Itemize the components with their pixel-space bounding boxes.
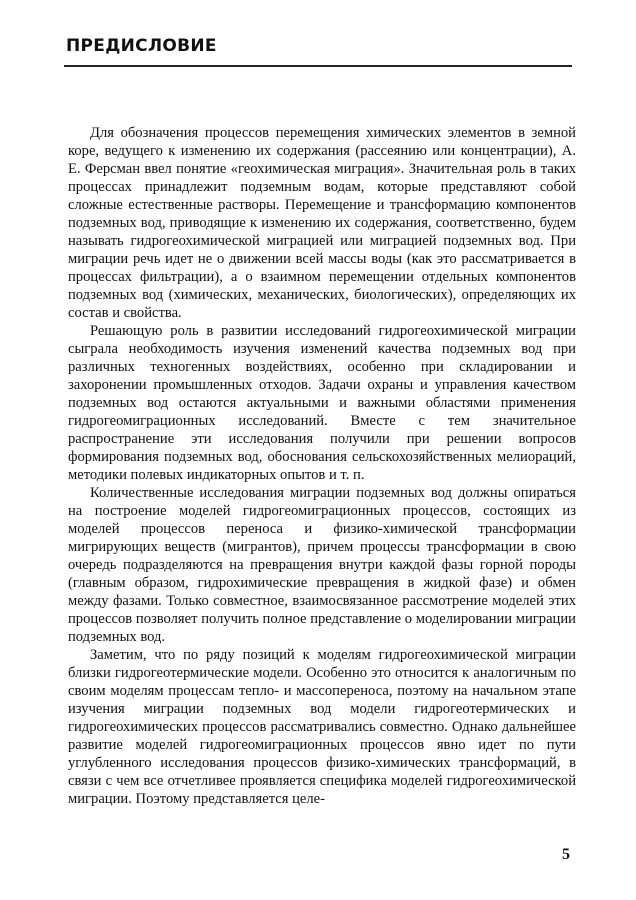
page-title: ПРЕДИСЛОВИЕ bbox=[66, 36, 217, 56]
paragraph-2: Решающую роль в развитии исследований гидрогеохимической миграции сыграла необходимость изучения изменений качества подземных вод при различных техногенных воздействиях, особенно при складировании и захоронении промышленных отходов. Задачи охраны и управления качеством подземных вод остаются актуальными и важными областями применения гидрогеомиграционных исследований. Вместе с тем значительное распространение эти исследования получили при решении вопросов формирования подземных вод, обоснования сельскохозяйственных мелиораций, методики полевых индикаторных опытов и т. п. bbox=[68, 323, 576, 483]
paragraph-3: Количественные исследования миграции подземных вод должны опираться на построение моделей гидрогеомиграционных процессов, состоящих из моделей процессов переноса и физико-химической трансформации мигрирующих веществ (мигрантов), причем процессы трансформации в свою очередь подразделяются на превращения внутри каждой фазы горной породы (главным образом, гидрохимические превращения в жидкой фазе) и обмен между фазами. Только совместное, взаимосвязанное рассмотрение моделей этих процессов позволяет получить полное представление о моделировании миграции подземных вод. bbox=[68, 485, 576, 645]
paragraph-4: Заметим, что по ряду позиций к моделям гидрогеохимической миграции близки гидрогеотермические модели. Особенно это относится к аналогичным по своим моделям процессам тепло- и массопереноса, поэтому на начальном этапе изучения миграции подземных вод модели гидрогеотермических и гидрогеохимических процессов рассматривались совместно. Однако дальнейшее развитие моделей гидрогеомиграционных процессов явно идет по пути углубленного исследования процессов физико-химических трансформаций, в связи с чем все отчетливее проявляется специфика моделей гидрогеохимической миграции. Поэтому представляется целе- bbox=[68, 647, 576, 807]
page-number: 5 bbox=[562, 846, 570, 863]
paragraph-1: Для обозначения процессов перемещения химических элементов в земной коре, ведущего к изменению их содержания (рассеянию или концентрации), А. Е. Ферсман ввел понятие «геохимическая миграция». Значительная роль в таких процессах принадлежит подземным водам, которые представляют собой сложные естественные растворы. Перемещение и трансформацию компонентов подземных вод, приводящие к изменению их содержания, соответственно, будем называть гидрогеохимической миграцией или миграцией подземных вод. При миграции речь идет не о движении всей массы воды (как это рассматривается в процессах фильтрации), а о взаимном перемещении отдельных компонентов подземных вод (химических, механических, биологических), определяющих их состав и свойства. bbox=[68, 125, 576, 321]
header-rule bbox=[64, 65, 572, 67]
body-text bbox=[68, 124, 576, 808]
